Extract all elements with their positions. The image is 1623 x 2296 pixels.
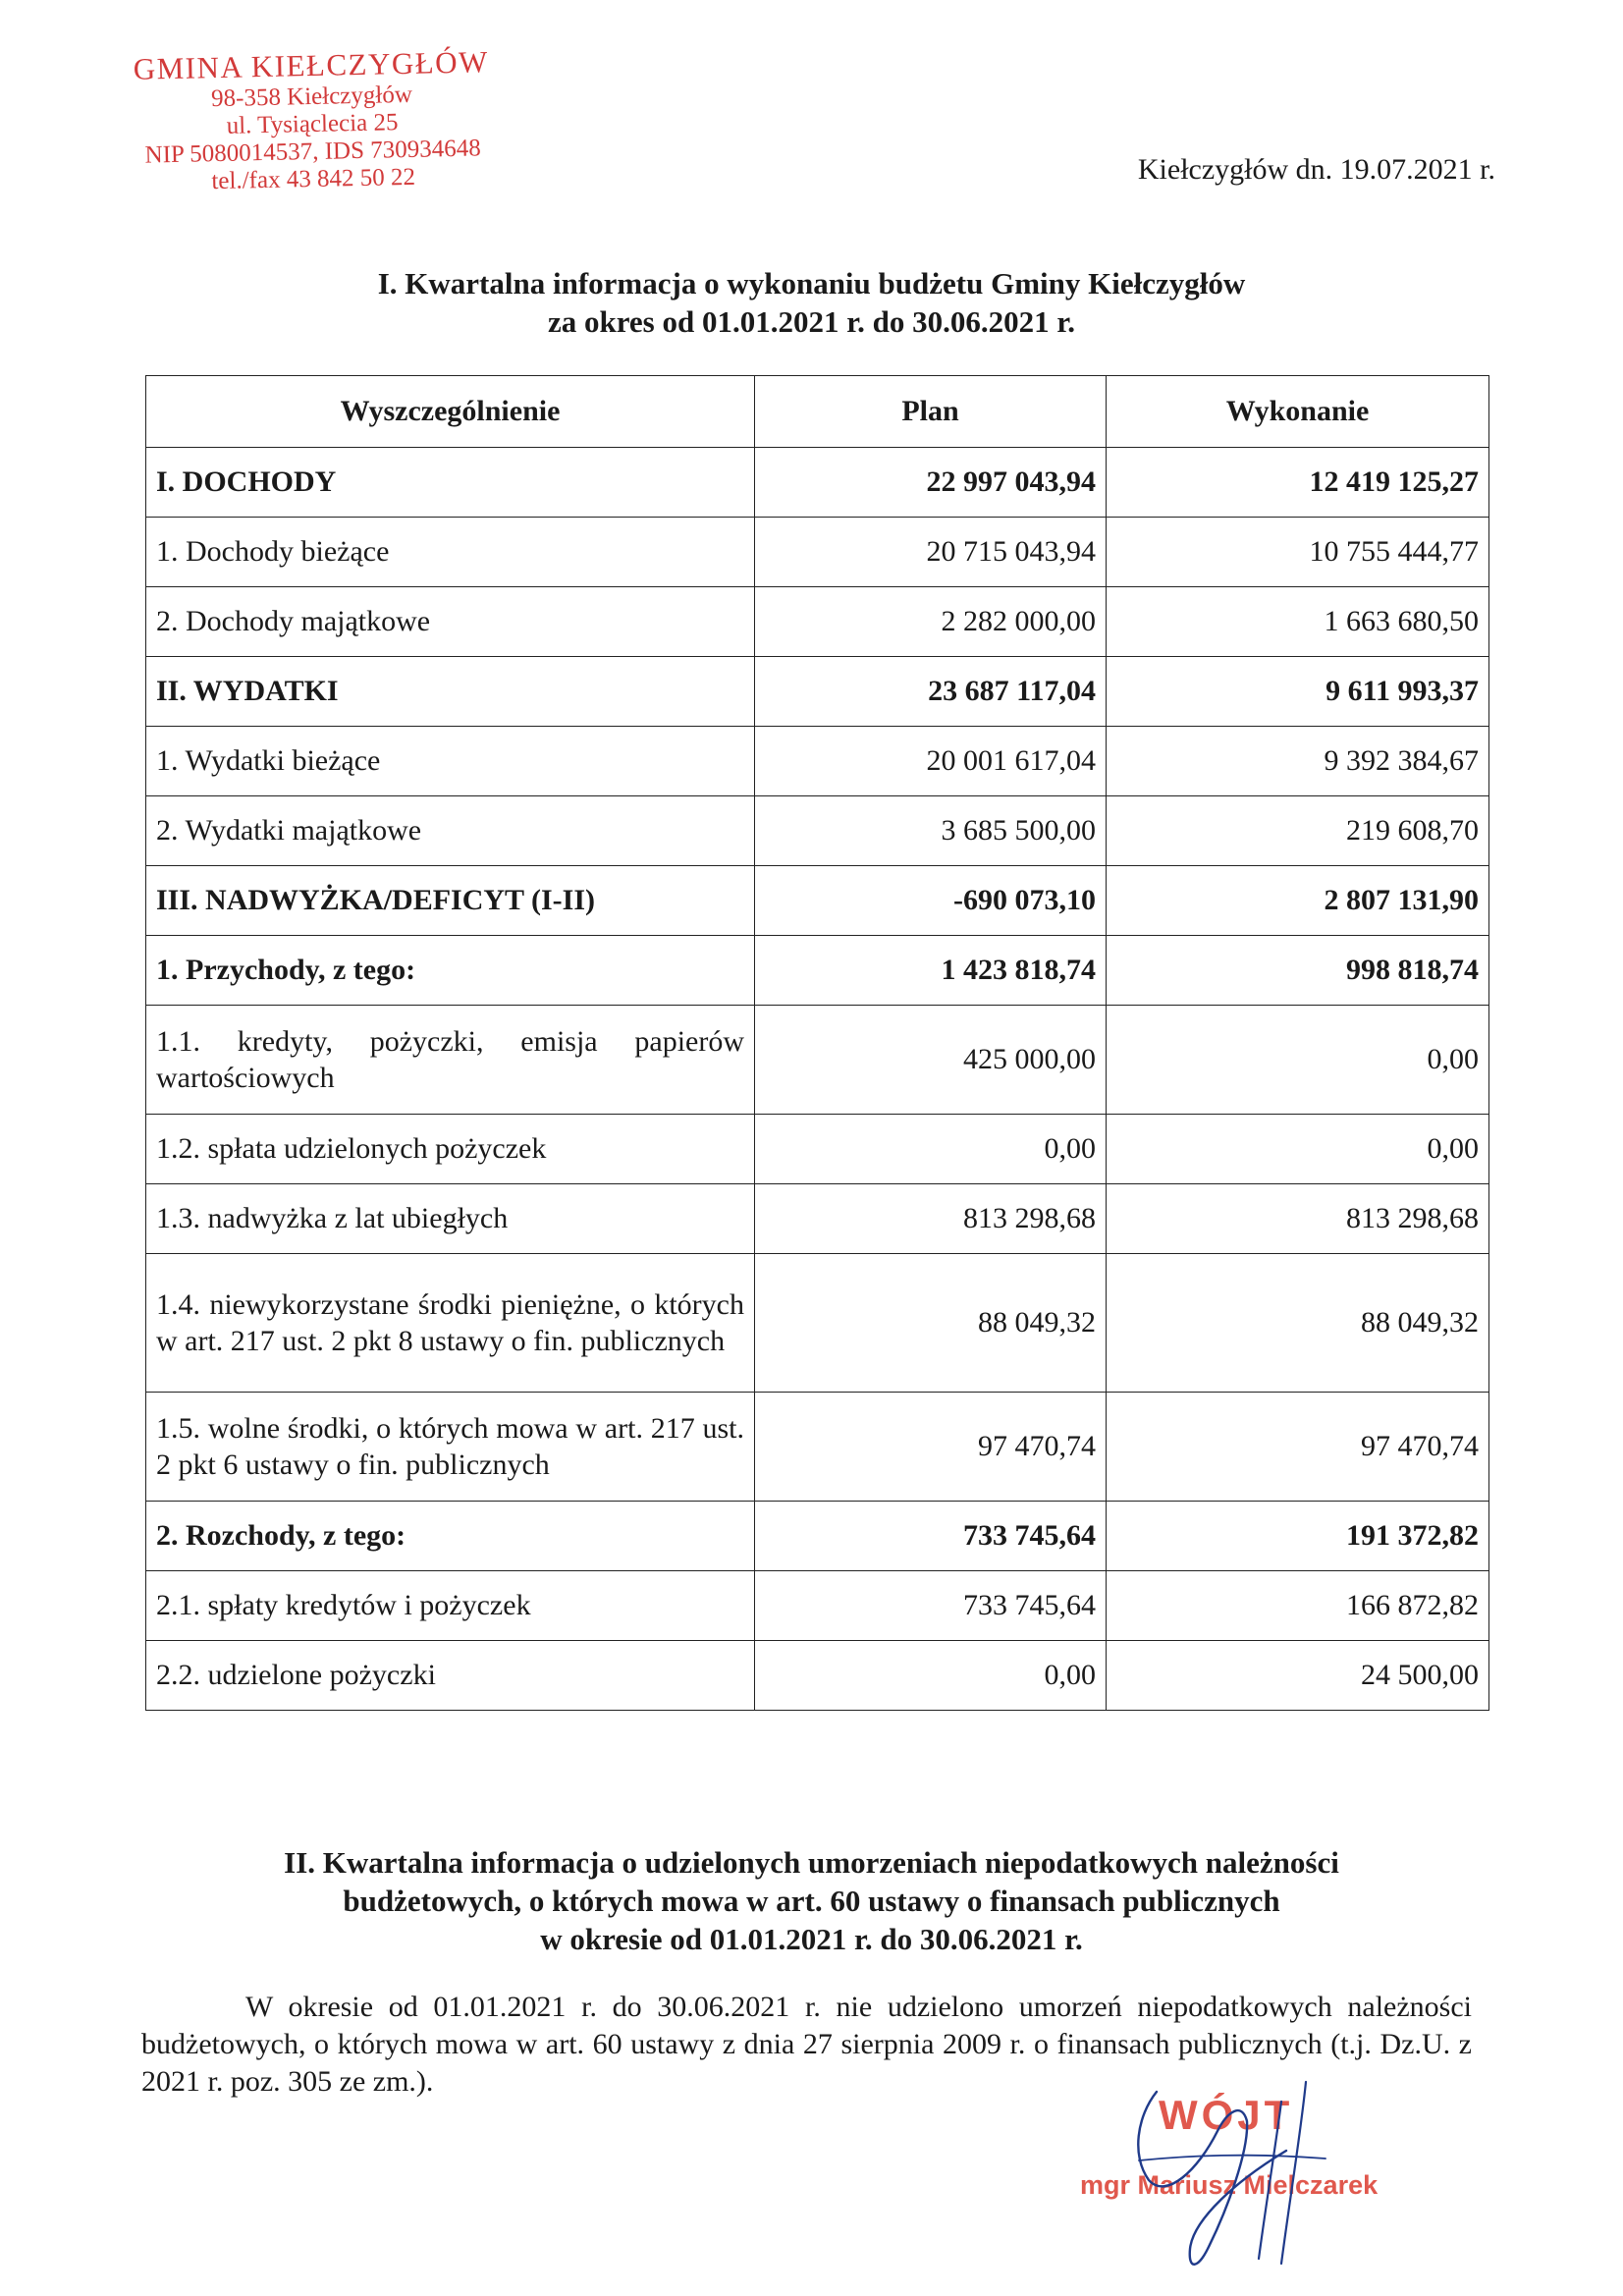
row-label: 2. Wydatki majątkowe: [146, 796, 755, 866]
table-row: [146, 1115, 1489, 1184]
row-plan: 20 715 043,94: [755, 518, 1107, 587]
row-execution: 24 500,00: [1107, 1641, 1489, 1711]
row-execution: 9 392 384,67: [1107, 727, 1489, 796]
row-label: 2.2. udzielone pożyczki: [146, 1641, 755, 1711]
table-row: [146, 657, 1489, 727]
row-plan: 20 001 617,04: [755, 727, 1107, 796]
table-row: [146, 727, 1489, 796]
row-plan: 733 745,64: [755, 1571, 1107, 1641]
signature-stamp-name: mgr Mariusz Mielczarek: [1080, 2170, 1379, 2200]
stamp-name: GMINA KIEŁCZYGŁÓW: [133, 44, 490, 86]
row-label: 1. Przychody, z tego:: [146, 936, 755, 1006]
row-plan: 813 298,68: [755, 1184, 1107, 1254]
table-row: [146, 1502, 1489, 1571]
section1-title: [0, 265, 1623, 342]
section1-title-line1: I. Kwartalna informacja o wykonaniu budżetu Gminy Kiełczygłów: [377, 266, 1246, 301]
table-row: [146, 936, 1489, 1006]
row-label: 2. Dochody majątkowe: [146, 587, 755, 657]
section1-title-line2: za okres od 01.01.2021 r. do 30.06.2021 r.: [547, 303, 1076, 339]
row-label: 1.4. niewykorzystane środki pieniężne, o których w art. 217 ust. 2 pkt 8 ustawy o fin. publicznych: [146, 1254, 755, 1393]
section2-title-line2: budżetowych, o których mowa w art. 60 ustawy o finansach publicznych: [343, 1883, 1280, 1918]
table-row: [146, 1571, 1489, 1641]
table-row: [146, 1393, 1489, 1502]
stamp-phone-line: tel./fax 43 842 50 22: [211, 163, 416, 194]
row-execution: 12 419 125,27: [1107, 448, 1489, 518]
row-plan: -690 073,10: [755, 866, 1107, 936]
place-and-date: Kiełczygłów dn. 19.07.2021 r.: [1137, 153, 1495, 186]
row-label: 1.2. spłata udzielonych pożyczek: [146, 1115, 755, 1184]
table-row: [146, 866, 1489, 936]
stamp-street-line: ul. Tysiąclecia 25: [226, 108, 399, 139]
table-row: [146, 796, 1489, 866]
stamp-nip-line: NIP 5080014537, IDS 730934648: [144, 135, 481, 169]
row-label: II. WYDATKI: [146, 657, 755, 727]
row-plan: 2 282 000,00: [755, 587, 1107, 657]
row-execution: 1 663 680,50: [1107, 587, 1489, 657]
row-plan: 22 997 043,94: [755, 448, 1107, 518]
row-label: 2. Rozchody, z tego:: [146, 1502, 755, 1571]
row-plan: 0,00: [755, 1641, 1107, 1711]
row-label: I. DOCHODY: [146, 448, 755, 518]
header-description: Wyszczególnienie: [146, 376, 755, 448]
section2-paragraph-text: W okresie od 01.01.2021 r. do 30.06.2021 r. nie udzielono umorzeń niepodatkowych należności budżetowych, o których mowa w art. 60 ustawy z dnia 27 sierpnia 2009 r. o finansach publicznych (t.j. Dz.U. z 2021 r. poz. 305 ze zm.).: [141, 1991, 1472, 2099]
table-row: [146, 1006, 1489, 1115]
section2-title: [0, 1844, 1623, 1958]
row-label: 1.1. kredyty, pożyczki, emisja papierów wartościowych: [146, 1006, 755, 1115]
row-execution: 813 298,68: [1107, 1184, 1489, 1254]
row-label: 1. Dochody bieżące: [146, 518, 755, 587]
row-execution: 88 049,32: [1107, 1254, 1489, 1393]
row-label: 1.3. nadwyżka z lat ubiegłych: [146, 1184, 755, 1254]
table-header-row: [146, 376, 1489, 448]
header-execution: Wykonanie: [1107, 376, 1489, 448]
row-plan: 23 687 117,04: [755, 657, 1107, 727]
table-row: [146, 518, 1489, 587]
row-label: 1. Wydatki bieżące: [146, 727, 755, 796]
table-row: [146, 587, 1489, 657]
row-execution: 2 807 131,90: [1107, 866, 1489, 936]
signature-stamp-title: WÓJT: [1159, 2092, 1294, 2138]
section2-title-line1: II. Kwartalna informacja o udzielonych umorzeniach niepodatkowych należności: [284, 1845, 1339, 1880]
municipality-stamp: [125, 45, 501, 197]
row-execution: 97 470,74: [1107, 1393, 1489, 1502]
table-row: [146, 1641, 1489, 1711]
row-execution: 0,00: [1107, 1006, 1489, 1115]
row-execution: 10 755 444,77: [1107, 518, 1489, 587]
header-plan: Plan: [755, 376, 1107, 448]
row-execution: 998 818,74: [1107, 936, 1489, 1006]
row-execution: 9 611 993,37: [1107, 657, 1489, 727]
budget-table: [145, 375, 1489, 1711]
row-execution: 0,00: [1107, 1115, 1489, 1184]
row-label: 2.1. spłaty kredytów i pożyczek: [146, 1571, 755, 1641]
row-execution: 219 608,70: [1107, 796, 1489, 866]
row-plan: 3 685 500,00: [755, 796, 1107, 866]
row-plan: 1 423 818,74: [755, 936, 1107, 1006]
section2-title-line3: w okresie od 01.01.2021 r. do 30.06.2021 r.: [540, 1921, 1083, 1956]
row-plan: 97 470,74: [755, 1393, 1107, 1502]
signature-block: [1080, 2062, 1394, 2278]
row-label: III. NADWYŻKA/DEFICYT (I-II): [146, 866, 755, 936]
row-plan: 0,00: [755, 1115, 1107, 1184]
handwritten-signature: [1080, 2062, 1394, 2278]
row-plan: 733 745,64: [755, 1502, 1107, 1571]
table-row: [146, 448, 1489, 518]
stamp-postal-line: 98-358 Kiełczygłów: [210, 81, 413, 112]
row-label: 1.5. wolne środki, o których mowa w art. 217 ust. 2 pkt 6 ustawy o fin. publicznych: [146, 1393, 755, 1502]
row-execution: 166 872,82: [1107, 1571, 1489, 1641]
row-plan: 425 000,00: [755, 1006, 1107, 1115]
row-plan: 88 049,32: [755, 1254, 1107, 1393]
table-row: [146, 1254, 1489, 1393]
row-execution: 191 372,82: [1107, 1502, 1489, 1571]
table-row: [146, 1184, 1489, 1254]
